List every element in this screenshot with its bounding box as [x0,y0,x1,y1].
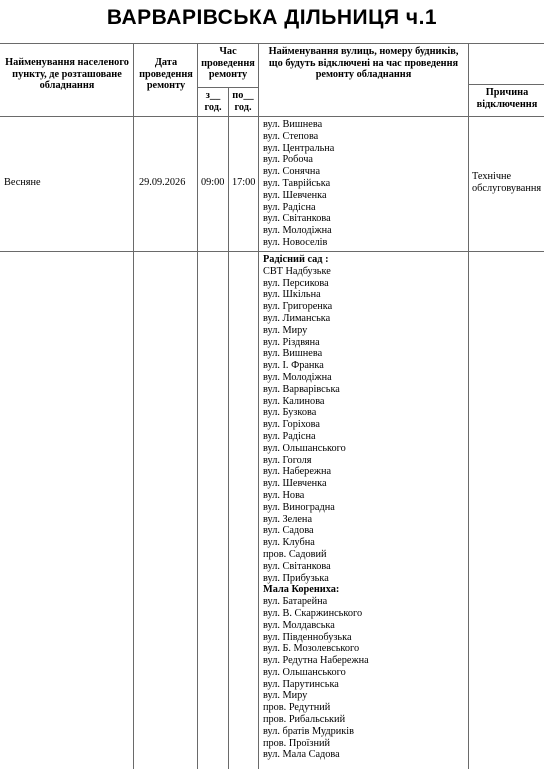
page-title: ВАРВАРІВСЬКА ДІЛЬНИЦЯ ч.1 [106,6,438,29]
list-item: вул. Світанкова [263,560,331,572]
list-item: вул. Прибузька [263,572,329,584]
list-item: вул. І. Франка [263,360,324,372]
list-item: вул. Шевченка [263,189,327,201]
list-item: вул. Клубна [263,537,315,549]
list-item: вул. Радісна [263,201,316,213]
list-item: вул. Радісна [263,430,316,442]
list-item: вул. Ольшанського [263,666,346,678]
list-item: вул. Виноградна [263,501,335,513]
list-item: вул. Ольшанського [263,442,346,454]
list-item: вул. Варварівська [263,383,340,395]
header-streets: Найменування вулиць, номеру будників, що будуть відключені на час проведення ремонту обладнання [268,46,459,80]
group-title-mala-korenykha: Мала Корениха: [263,584,340,596]
list-item: вул. Вишнева [263,348,323,360]
header-date: Дата проведення ремонту [139,57,193,91]
row1-from: 09:00 [201,177,225,188]
list-item: пров. Редутний [263,702,331,714]
list-item: вул. В. Скаржинського [263,607,363,619]
list-item: вул. Б. Мозолевського [263,643,360,655]
list-item: вул. Молодіжна [263,225,332,237]
row2-street-list [263,254,369,761]
list-item: пров. Рибальський [263,714,346,726]
list-item: СВТ Надбузьке [263,265,331,277]
row1-to: 17:00 [232,177,256,188]
list-item: вул. Персикова [263,277,329,289]
row1-settlement: Весняне [4,177,41,188]
header-to: по__ год. [232,90,254,113]
list-item: вул. Зелена [263,513,313,525]
list-item: вул. Робоча [263,154,313,166]
list-item: вул. Південнобузька [263,631,352,643]
row1-reason: Технічне обслуговування [472,171,542,194]
list-item: вул. Калинова [263,395,325,407]
list-item: вул. Молодіжна [263,371,332,383]
list-item: вул. Світанкова [263,213,331,225]
list-item: вул. Лиманська [263,312,331,324]
list-item: вул. Різдвяна [263,336,320,348]
list-item: вул. Миру [263,690,308,702]
list-item: вул. Нова [263,489,305,501]
header-from: з__ год. [204,90,222,113]
list-item: вул. Новоселів [263,236,328,248]
row1-street-list [263,119,334,249]
row1-date: 29.09.2026 [139,177,186,188]
list-item: пров. Проїзний [263,737,331,749]
header-settlement: Найменування населеного пункту, де розташоване обладнання [5,57,129,91]
list-item: вул. Батарейна [263,596,328,608]
list-item: вул. Редутна Набережна [263,655,369,667]
list-item: вул. Садова [263,525,314,537]
list-item: вул. Григоренка [263,301,333,313]
list-item: вул. Центральна [263,142,335,154]
list-item: вул. Сонячна [263,166,321,178]
list-item: вул. Степова [263,130,319,142]
header-time: Час проведення ремонту [201,46,255,80]
list-item: вул. Вишнева [263,119,323,130]
list-item: вул. Мала Садова [263,749,340,761]
list-item: вул. Гоголя [263,454,312,466]
group-title-radisnyi-sad: Радісний сад : [263,254,329,265]
list-item: вул. Горіхова [263,419,320,431]
list-item: вул. Молдавська [263,619,335,631]
list-item: вул. Шкільна [263,289,321,301]
list-item: пров. Садовий [263,548,327,560]
header-reason: Причина відключення [476,87,538,110]
list-item: вул. Бузкова [263,407,317,419]
list-item: вул. Набережна [263,466,332,478]
list-item: вул. Таврійська [263,177,331,189]
list-item: вул. Шевченка [263,478,327,490]
list-item: вул. Парутинська [263,678,339,690]
list-item: вул. Миру [263,324,308,336]
list-item: вул. братів Мудриків [263,725,355,737]
